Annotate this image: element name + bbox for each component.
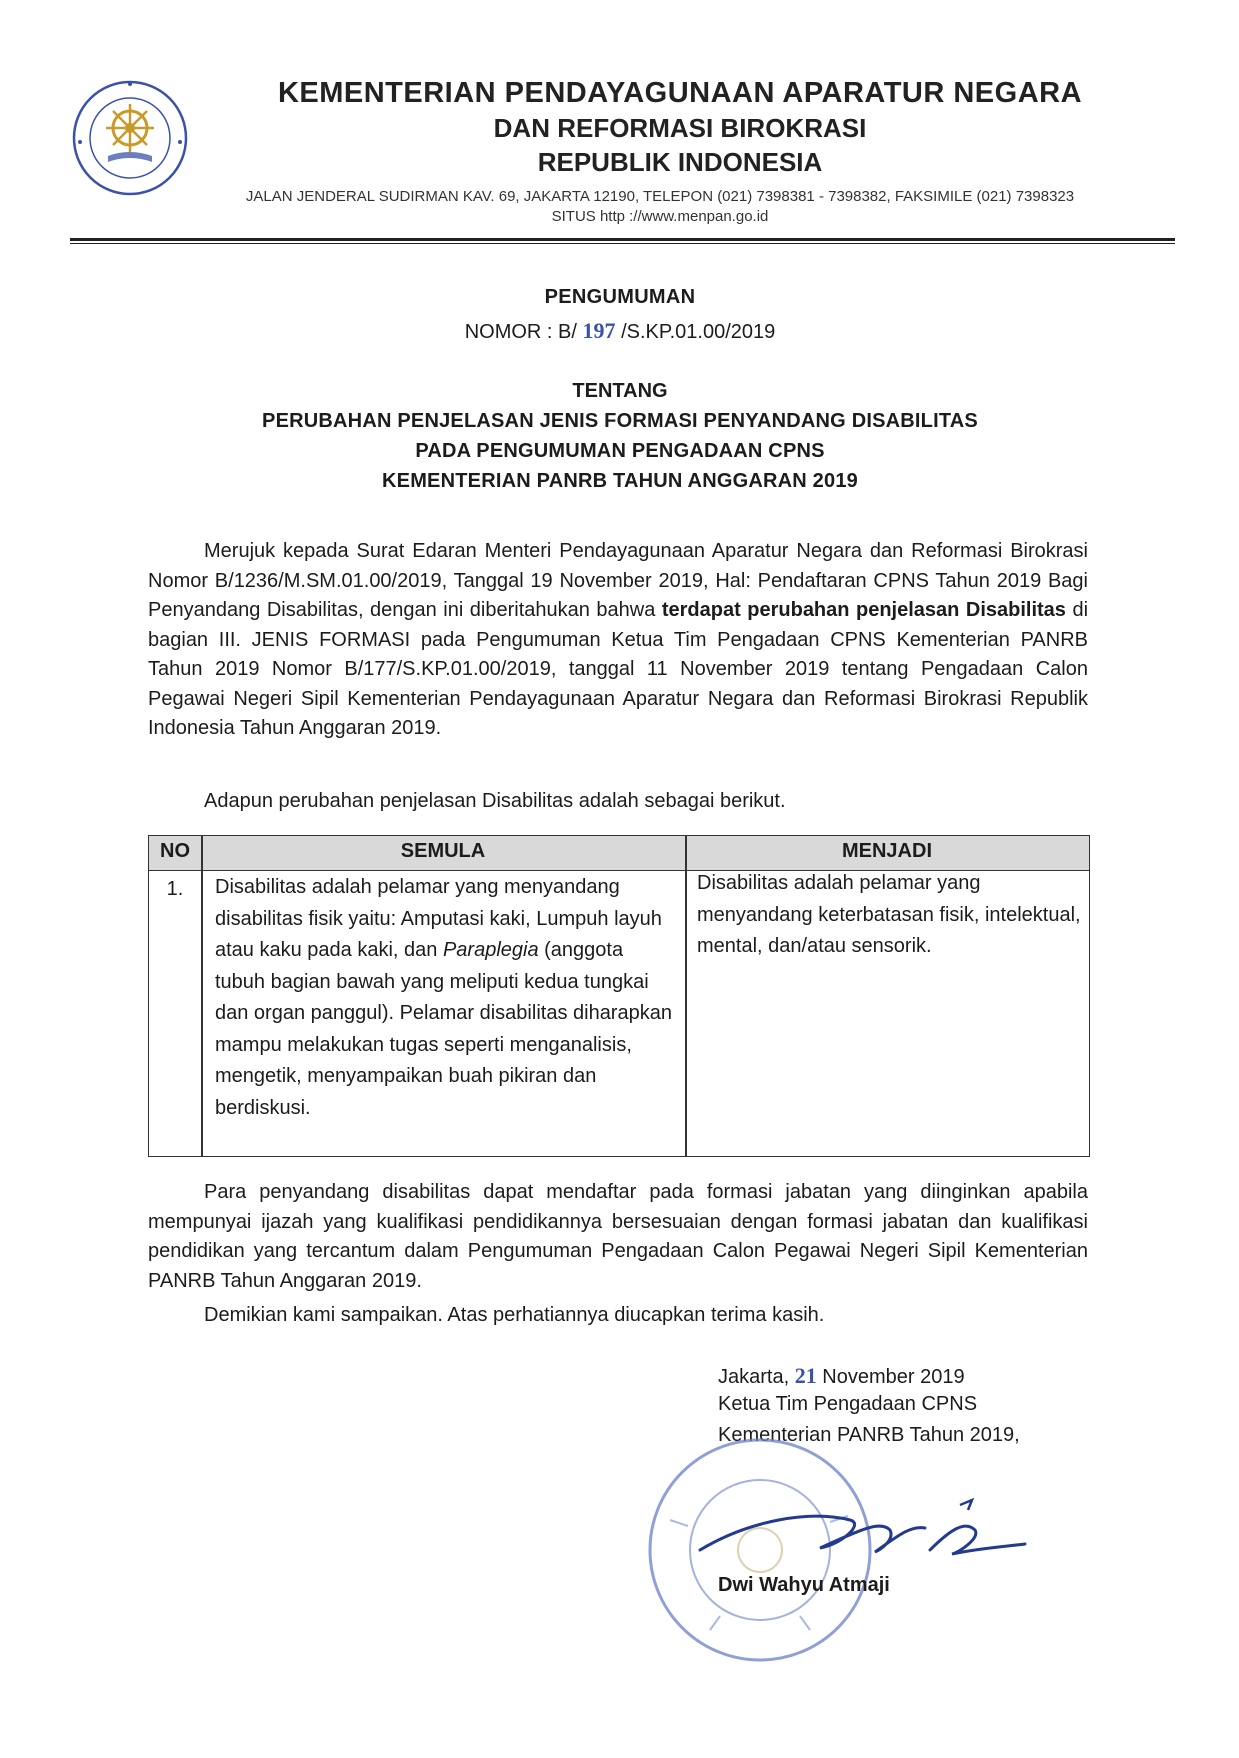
announcement-subject-line: PERUBAHAN PENJELASAN JENIS FORMASI PENYANDANG DISABILITAS	[262, 410, 978, 432]
letterhead-website: SITUS http ://www.menpan.go.id	[551, 208, 769, 225]
table-header-menjadi: MENJADI	[841, 840, 932, 862]
letterhead-ministry-name-2: DAN REFORMASI BIROKRASI	[493, 113, 867, 143]
letterhead-rule	[70, 238, 1175, 241]
letterhead-ministry-name: KEMENTERIAN PENDAYAGUNAAN APARATUR NEGARA	[277, 77, 1083, 109]
signatory-name: Dwi Wahyu Atmaji	[718, 1574, 890, 1596]
signature-place: Jakarta,	[718, 1366, 790, 1388]
signature-role-2: Kementerian PANRB Tahun 2019,	[718, 1424, 1020, 1446]
announcement-subject-line: KEMENTERIAN PANRB TAHUN ANGGARAN 2019	[382, 470, 858, 492]
number-handwritten: 197	[582, 318, 616, 343]
semula-italic-term: Paraplegia	[442, 939, 539, 961]
body-paragraph-eligibility: Para penyandang disabilitas dapat mendaftar pada formasi jabatan yang diinginkan apabila mempunyai ijazah yang kualifikasi pendidikannya bersesuaian dengan formasi jabatan dan kualifikasi pendidikan yang tercantum dalam Pengumuman Pengadaan Calon Pegawai Negeri Sipil Kementerian PANRB Tahun Anggaran 2019.	[148, 1181, 1088, 1292]
number-suffix: /S.KP.01.00/2019	[621, 321, 776, 343]
table-header-semula: SEMULA	[400, 840, 486, 862]
semula-text: Disabilitas adalah pelamar yang menyandang disabilitas fisik yaitu: Amputasi kaki, Lumpuh layuh atau kaku pada kaki, dan	[215, 876, 662, 961]
letterhead-rule-thin	[70, 243, 1175, 244]
body-paragraph-reference	[148, 537, 1088, 744]
signature-date	[718, 1363, 965, 1389]
table-cell-no: 1.	[166, 878, 184, 900]
table-cell-semula	[215, 872, 677, 1124]
body-paragraph-closing: Demikian kami sampaikan. Atas perhatiannya diucapkan terima kasih.	[204, 1304, 825, 1326]
signature-month-year: November 2019	[822, 1366, 965, 1388]
signature-role: Ketua Tim Pengadaan CPNS	[718, 1393, 978, 1415]
number-prefix: NOMOR : B/	[464, 321, 577, 343]
p1-text: Merujuk kepada Surat Edaran Menteri Pendayagunaan Aparatur Negara dan Reformasi Birokrasi Nomor B/1236/M.SM.01.00/2019, Tanggal 19 November 2019, Hal: Pendaftaran CPNS Tahun 2019 Bagi Penyandang Disabilitas, dengan ini diberitahukan bahwa	[148, 540, 1088, 621]
announcement-subject-line: PADA PENGUMUMAN PENGADAAN CPNS	[415, 440, 825, 462]
table-divider	[201, 836, 203, 1156]
letterhead-address: JALAN JENDERAL SUDIRMAN KAV. 69, JAKARTA 12190, TELEPON (021) 7398381 - 7398382, FAKSIMILE (021) 7398323	[245, 188, 1075, 205]
table-cell-menjadi: Disabilitas adalah pelamar yang menyandang keterbatasan fisik, intelektual, mental, dan/atau sensorik.	[697, 872, 1081, 957]
p1-text-continued: di bagian III. JENIS FORMASI pada Pengumuman Ketua Tim Pengadaan CPNS Kementerian PANRB Tahun 2019 Nomor B/177/S.KP.01.00/2019, tanggal 11 November 2019 tentang Pengadaan Calon Pegawai Negeri Sipil Kementerian Pendayagunaan Aparatur Negara dan Reformasi Birokrasi Republik Indonesia Tahun Anggaran 2019.	[148, 599, 1089, 739]
p1-bold-text: terdapat perubahan penjelasan Disabilitas	[661, 599, 1066, 621]
change-table	[148, 835, 1090, 1157]
table-header-no: NO	[160, 840, 190, 862]
announcement-number	[120, 318, 1120, 344]
body-paragraph-intro-table: Adapun perubahan penjelasan Disabilitas adalah sebagai berikut.	[204, 790, 786, 812]
semula-text-continued: (anggota tubuh bagian bawah yang meliputi kedua tungkai dan organ panggul). Pelamar disabilitas diharapkan mampu melakukan tugas seperti menganalisis, mengetik, menyampaikan buah pikiran dan berdiskusi.	[215, 939, 672, 1119]
announcement-title: PENGUMUMAN	[544, 286, 696, 308]
table-divider	[685, 836, 687, 1156]
announcement-about: TENTANG	[572, 380, 668, 402]
letterhead-country: REPUBLIK INDONESIA	[537, 147, 823, 177]
handwritten-signature-icon	[690, 1490, 1030, 1580]
signature-day-handwritten: 21	[794, 1363, 817, 1388]
